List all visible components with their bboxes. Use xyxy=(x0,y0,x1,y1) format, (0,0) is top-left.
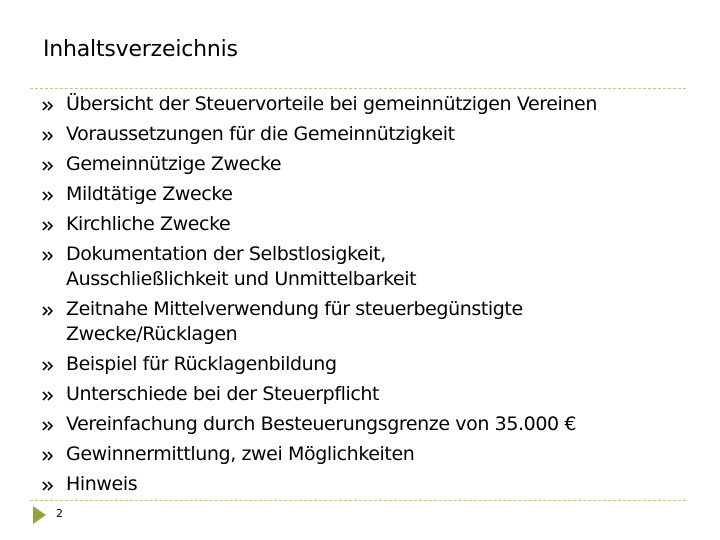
double-chevron-right-icon xyxy=(42,161,54,171)
toc-item xyxy=(42,442,702,467)
double-chevron-right-icon xyxy=(42,101,54,111)
toc-item-label-continued: Ausschließlichkeit und Unmittelbarkeit xyxy=(66,268,417,290)
toc-item xyxy=(42,92,702,117)
toc-item-label: Übersicht der Steuervorteile bei gemeinnützigen Vereinen xyxy=(66,93,597,115)
double-chevron-right-icon xyxy=(42,421,54,431)
toc-item-label: Mildtätige Zwecke xyxy=(66,183,233,205)
toc-item-label: Vereinfachung durch Besteuerungsgrenze von 35.000 € xyxy=(66,413,577,435)
toc-item xyxy=(42,122,702,147)
slide-title: Inhaltsverzeichnis xyxy=(43,37,238,62)
toc-item-label: Kirchliche Zwecke xyxy=(66,213,231,235)
double-chevron-right-icon xyxy=(42,306,54,316)
double-chevron-right-icon xyxy=(42,131,54,141)
toc-item xyxy=(42,212,702,237)
triangle-right-icon xyxy=(31,505,48,525)
toc-item xyxy=(42,472,702,497)
toc-item xyxy=(42,152,702,177)
toc-item xyxy=(42,182,702,207)
toc-item-label: Gewinnermittlung, zwei Möglichkeiten xyxy=(66,443,415,465)
toc-item xyxy=(42,352,702,377)
toc-item-label: Gemeinnützige Zwecke xyxy=(66,153,282,175)
double-chevron-right-icon xyxy=(42,361,54,371)
toc-item-label: Hinweis xyxy=(66,473,138,495)
double-chevron-right-icon xyxy=(42,481,54,491)
toc-item-label: Zeitnahe Mittelverwendung für steuerbegünstigte xyxy=(66,298,523,320)
top-divider xyxy=(30,88,686,89)
toc-item xyxy=(42,382,702,407)
toc-item-label: Unterschiede bei der Steuerpflicht xyxy=(66,383,380,405)
toc-item-label: Beispiel für Rücklagenbildung xyxy=(66,353,337,375)
double-chevron-right-icon xyxy=(42,221,54,231)
toc-item xyxy=(42,242,702,292)
bottom-divider xyxy=(30,500,686,501)
toc-item-label-continued: Zwecke/Rücklagen xyxy=(66,323,238,345)
double-chevron-right-icon xyxy=(42,251,54,261)
double-chevron-right-icon xyxy=(42,191,54,201)
toc-item xyxy=(42,412,702,437)
toc-item-label: Dokumentation der Selbstlosigkeit, xyxy=(66,243,386,265)
table-of-contents xyxy=(42,92,702,502)
double-chevron-right-icon xyxy=(42,451,54,461)
double-chevron-right-icon xyxy=(42,391,54,401)
page-number: 2 xyxy=(56,507,63,520)
toc-item xyxy=(42,297,702,347)
toc-item-label: Voraussetzungen für die Gemeinnützigkeit xyxy=(66,123,455,145)
